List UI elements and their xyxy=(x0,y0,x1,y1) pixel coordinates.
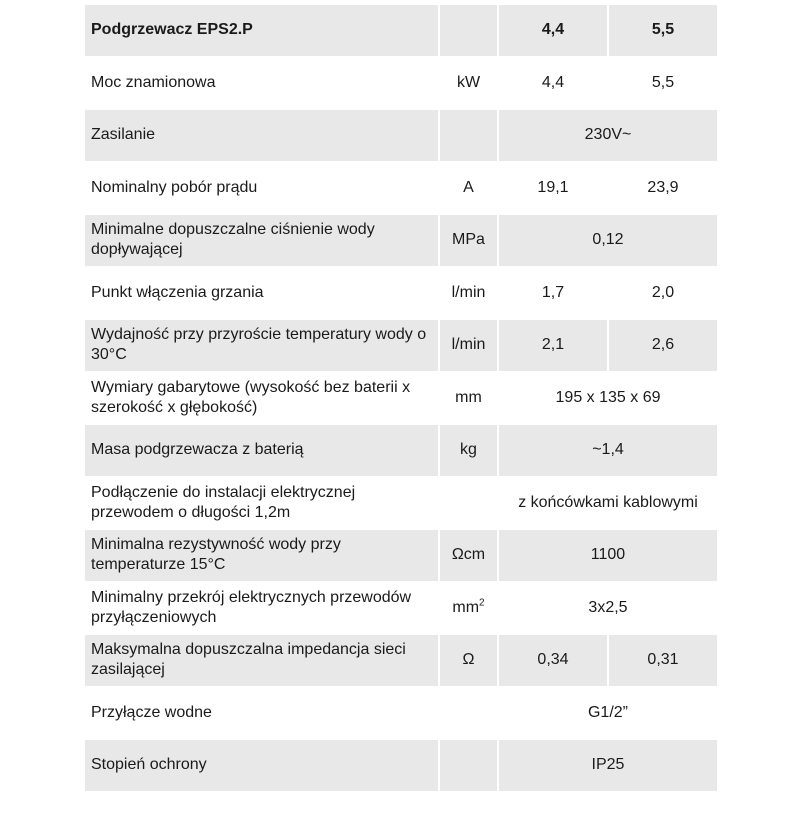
value-cell-1: 0,34 xyxy=(499,635,607,686)
value-cell-span: 195 x 135 x 69 xyxy=(499,373,717,424)
unit-superscript: 2 xyxy=(479,597,485,609)
unit-cell: Ωcm xyxy=(440,530,497,581)
unit-cell: Ω xyxy=(440,635,497,686)
unit-cell: MPa xyxy=(440,215,497,266)
param-label: Stopień ochrony xyxy=(85,740,438,791)
unit-cell xyxy=(440,740,497,791)
param-label: Przyłącze wodne xyxy=(85,688,438,739)
table-row xyxy=(85,110,717,161)
table-row xyxy=(85,268,717,319)
table-row xyxy=(85,58,717,109)
unit-cell xyxy=(440,688,497,739)
value-cell-2: 2,6 xyxy=(609,320,717,371)
value-cell-2: 0,31 xyxy=(609,635,717,686)
value-cell-2: 23,9 xyxy=(609,163,717,214)
param-label: Punkt włączenia grzania xyxy=(85,268,438,319)
unit-cell xyxy=(440,478,497,529)
value-cell-span: z końcówkami kablowymi xyxy=(499,478,717,529)
table-row xyxy=(85,373,717,424)
table-row xyxy=(85,320,717,371)
value-cell-1: 2,1 xyxy=(499,320,607,371)
param-label: Moc znamionowa xyxy=(85,58,438,109)
table-row xyxy=(85,425,717,476)
value-cell-1: 19,1 xyxy=(499,163,607,214)
header-title: Podgrzewacz EPS2.P xyxy=(85,5,438,56)
value-cell-2: 2,0 xyxy=(609,268,717,319)
param-label: Minimalna rezystywność wody przy temperaturze 15°C xyxy=(85,530,438,581)
param-label: Wymiary gabarytowe (wysokość bez baterii x szerokość x głębokość) xyxy=(85,373,438,424)
unit-cell: mm xyxy=(440,373,497,424)
unit-cell: l/min xyxy=(440,268,497,319)
param-label: Maksymalna dopuszczalna impedancja sieci zasilającej xyxy=(85,635,438,686)
spec-table xyxy=(83,3,719,793)
table-row xyxy=(85,530,717,581)
value-cell-2: 5,5 xyxy=(609,58,717,109)
unit-cell xyxy=(440,583,497,634)
value-cell-span: 3x2,5 xyxy=(499,583,717,634)
unit-cell: kg xyxy=(440,425,497,476)
unit-cell: kW xyxy=(440,58,497,109)
table-row xyxy=(85,583,717,634)
value-cell-span: ~1,4 xyxy=(499,425,717,476)
value-cell-1: 1,7 xyxy=(499,268,607,319)
table-row xyxy=(85,478,717,529)
param-label: Nominalny pobór prądu xyxy=(85,163,438,214)
table-row xyxy=(85,740,717,791)
value-cell-span: 0,12 xyxy=(499,215,717,266)
unit-cell: A xyxy=(440,163,497,214)
table-row xyxy=(85,635,717,686)
table-row xyxy=(85,215,717,266)
value-cell-span: 230V~ xyxy=(499,110,717,161)
param-label: Zasilanie xyxy=(85,110,438,161)
param-label: Podłączenie do instalacji elektrycznej przewodem o długości 1,2m xyxy=(85,478,438,529)
unit-text: mm xyxy=(452,598,480,616)
header-col-2: 5,5 xyxy=(609,5,717,56)
value-cell-span: G1/2” xyxy=(499,688,717,739)
unit-cell xyxy=(440,110,497,161)
value-cell-1: 4,4 xyxy=(499,58,607,109)
header-col-1: 4,4 xyxy=(499,5,607,56)
param-label: Minimalny przekrój elektrycznych przewodów przyłączeniowych xyxy=(85,583,438,634)
table-row xyxy=(85,163,717,214)
value-cell-span: IP25 xyxy=(499,740,717,791)
unit-cell: l/min xyxy=(440,320,497,371)
table-header-row xyxy=(85,5,717,56)
param-label: Minimalne dopuszczalne ciśnienie wody dopływającej xyxy=(85,215,438,266)
param-label: Wydajność przy przyroście temperatury wody o 30°C xyxy=(85,320,438,371)
table-row xyxy=(85,688,717,739)
value-cell-span: 1100 xyxy=(499,530,717,581)
param-label: Masa podgrzewacza z baterią xyxy=(85,425,438,476)
header-unit xyxy=(440,5,497,56)
